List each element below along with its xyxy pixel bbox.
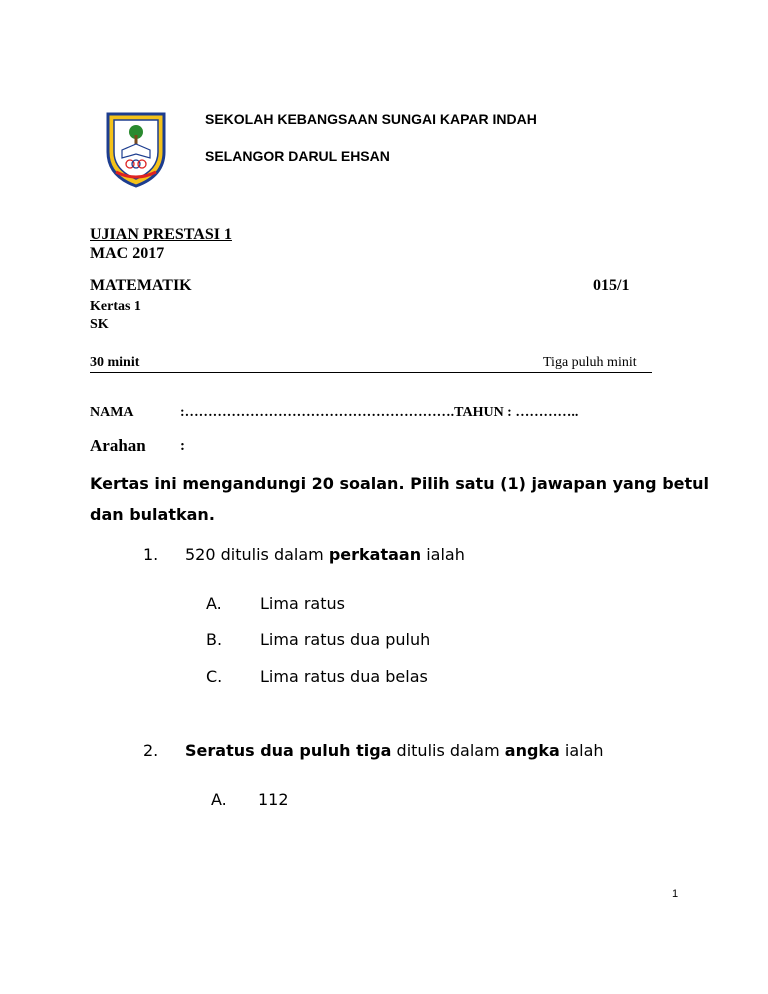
level-label: SK: [90, 317, 109, 332]
option-1a-letter[interactable]: A.: [206, 594, 222, 613]
option-1b-text[interactable]: Lima ratus dua puluh: [260, 630, 431, 649]
question-2-text: [185, 741, 604, 760]
question-1-number: 1.: [143, 545, 159, 564]
name-label: NAMA: [90, 405, 134, 420]
option-1c-text[interactable]: Lima ratus dua belas: [260, 667, 428, 686]
subject-code: 015/1: [593, 277, 630, 294]
question-2-text-part: ditulis dalam: [391, 741, 505, 760]
question-2-text-part: ialah: [559, 741, 604, 760]
school-name: SEKOLAH KEBANGSAAN SUNGAI KAPAR INDAH: [205, 111, 537, 127]
duration-words: Tiga puluh minit: [543, 355, 637, 370]
option-1c-letter[interactable]: C.: [206, 667, 223, 686]
duration-divider: [90, 372, 652, 373]
school-crest-logo: [104, 108, 168, 188]
school-state: SELANGOR DARUL EHSAN: [205, 148, 390, 164]
question-1-keyword: perkataan: [328, 545, 422, 564]
question-1-text-part: ialah: [421, 545, 465, 564]
question-2-keyword: Seratus dua puluh tiga: [185, 741, 392, 760]
exam-date: MAC 2017: [90, 245, 165, 262]
option-2a-text[interactable]: 112: [258, 790, 289, 809]
duration: 30 minit: [90, 355, 140, 370]
question-2-keyword: angka: [504, 741, 560, 760]
question-1-text: [185, 545, 465, 564]
option-1a-text[interactable]: Lima ratus: [260, 594, 345, 613]
instructions-colon: :: [180, 438, 185, 454]
paper-label: Kertas 1: [90, 299, 141, 314]
option-1b-letter[interactable]: B.: [206, 630, 223, 649]
subject: MATEMATIK: [90, 277, 192, 294]
question-1-text-part: 520 ditulis dalam: [185, 545, 329, 564]
instruction-line-2: dan bulatkan.: [90, 505, 215, 524]
option-2a-letter[interactable]: A.: [211, 790, 227, 809]
instructions-label: Arahan: [90, 436, 146, 455]
exam-title: UJIAN PRESTASI 1: [90, 226, 232, 243]
page-number: 1: [672, 888, 679, 900]
question-2-number: 2.: [143, 741, 159, 760]
name-field-line[interactable]: :………………………………………………….TAHUN : …………..: [180, 405, 579, 420]
instruction-line-1: Kertas ini mengandungi 20 soalan. Pilih satu (1) jawapan yang betul: [90, 474, 710, 493]
